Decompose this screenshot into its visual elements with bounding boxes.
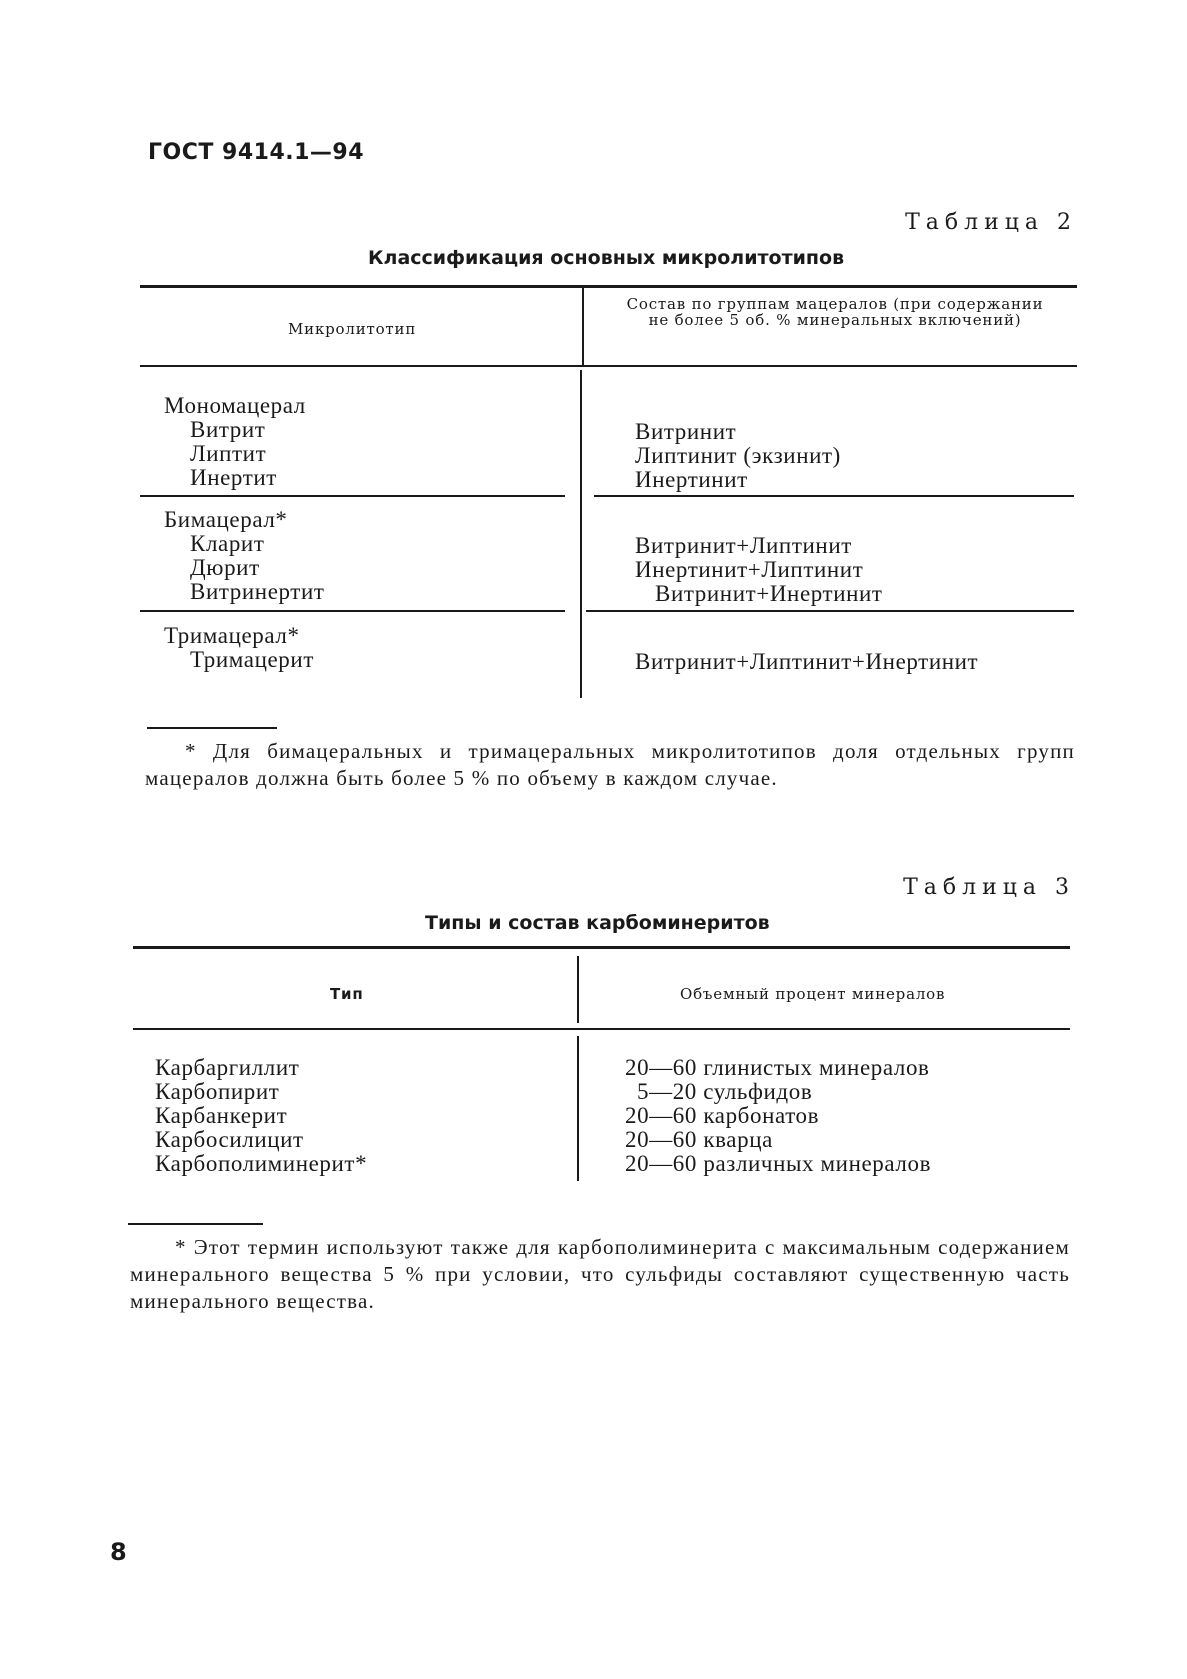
table2-group-name: Тримацерал* — [164, 623, 300, 648]
document-id: ГОСТ 9414.1—94 — [148, 140, 365, 165]
table3-header-rule — [133, 1028, 1070, 1030]
table2-group-name: Бимацерал* — [164, 507, 288, 532]
table2-composition: Витринит+Липтинит+Инертинит — [635, 649, 979, 674]
table3-footnote-rule — [128, 1223, 263, 1225]
table3-type: Карбосилицит — [155, 1127, 304, 1152]
table3-col1-header: Тип — [330, 985, 364, 1003]
table3-col2-header: Объемный процент минералов — [680, 985, 946, 1003]
table2-top-rule — [140, 285, 1077, 288]
table2-header-divider — [582, 288, 584, 365]
table3-percent: 20—60 различных минералов — [625, 1151, 932, 1176]
table3-type: Карбанкерит — [155, 1103, 288, 1128]
table2-title: Классификация основных микролитотипов — [368, 247, 845, 269]
table2-composition: Липтинит (экзинит) — [635, 443, 841, 468]
table3-body-divider — [577, 1036, 579, 1181]
table3-percent: 20—60 глинистых минералов — [625, 1055, 930, 1080]
table3-type: Карбаргиллит — [155, 1055, 300, 1080]
table2-composition: Инертинит — [635, 467, 748, 492]
table3-type: Карбопирит — [155, 1079, 280, 1104]
table3-type: Карбополиминерит* — [155, 1151, 368, 1176]
table2-header-rule — [140, 365, 1077, 367]
table2-footnote: * Для бимацеральных и тримацеральных микролитотипов доля отдельных групп мацералов должна быть более 5 % по объему в каждом случае. — [145, 739, 1075, 790]
table3-percent: 20—60 карбонатов — [625, 1103, 820, 1128]
table2-group-rule — [586, 610, 1074, 612]
table2-composition: Инертинит+Липтинит — [635, 557, 864, 582]
table2-body-divider — [580, 370, 582, 698]
table3-footnote: * Этот термин используют также для карбополиминерита с максимальным содержанием минерального вещества 5 % при условии, что сульфиды составляют существенную часть минерального вещества. — [130, 1235, 1070, 1313]
page-number: 8 — [110, 1538, 127, 1566]
table2-footnote-rule — [147, 727, 277, 729]
table3-top-rule — [133, 946, 1070, 949]
table2-type: Кларит — [190, 531, 265, 556]
table2-label: Таблица 2 — [905, 210, 1077, 235]
table2-composition: Витринит+Липтинит — [635, 533, 852, 558]
table2-type: Инертит — [190, 465, 277, 490]
table2-col1-header: Микролитотип — [288, 320, 417, 338]
table2-group-rule — [140, 495, 565, 497]
table2-group-rule — [140, 610, 565, 612]
table2-type: Витринертит — [190, 579, 325, 604]
table2-type: Дюрит — [190, 555, 260, 580]
table2-composition: Витринит+Инертинит — [655, 581, 883, 606]
table2-group-name: Мономацерал — [164, 393, 306, 418]
table2-composition: Витринит — [635, 419, 737, 444]
table2-type: Тримацерит — [190, 647, 314, 672]
table3-percent: 20—60 кварца — [625, 1127, 773, 1152]
table2-type: Витрит — [190, 417, 266, 442]
table3-label: Таблица 3 — [903, 875, 1075, 900]
table2-type: Липтит — [190, 441, 267, 466]
table3-title: Типы и состав карбоминеритов — [425, 912, 770, 934]
table2-col2-header: Состав по группам мацералов (при содержании не более 5 об. % минеральных включений) — [626, 295, 1044, 329]
table2-group-rule — [594, 495, 1074, 497]
table3-header-divider — [577, 956, 579, 1023]
table3-percent: 5—20 сульфидов — [637, 1079, 813, 1104]
